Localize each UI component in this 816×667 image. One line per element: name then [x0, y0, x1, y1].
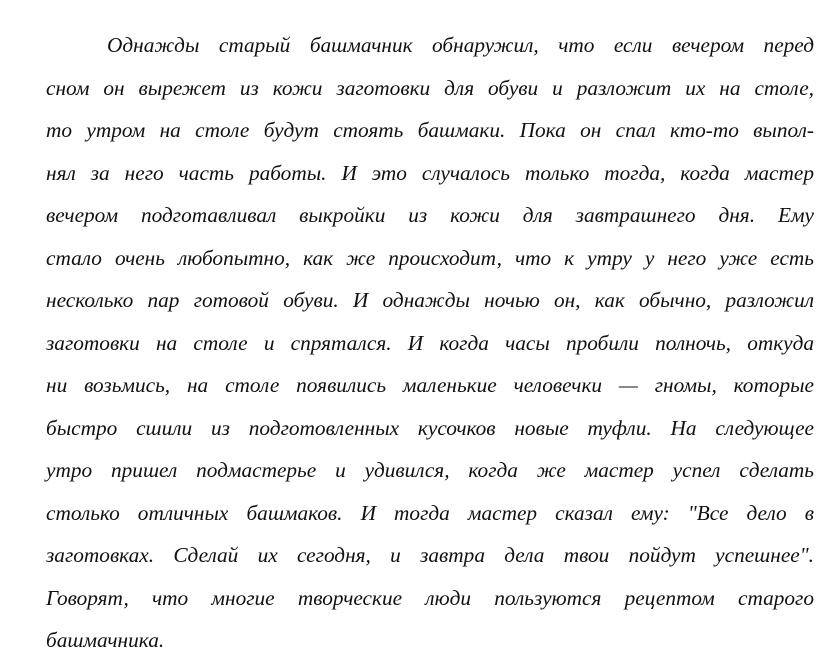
text-line-9: ни возьмись, на столе появились маленькие человечки — гномы, которые: [46, 373, 814, 397]
text-line-13: заготовках. Сделай их сегодня, и завтра дела твои пойдут успешнее".: [46, 543, 814, 567]
text-line-8: заготовки на столе и спрятался. И когда часы пробили полночь, откуда: [46, 330, 814, 355]
text-line-3: то утром на столе будут стоять башмаки. Пока он спал кто-то выпол-: [46, 118, 814, 142]
text-line-2: сном он вырежет из кожи заготовки для обуви и разложит их на столе,: [46, 75, 814, 100]
text-line-6: стало очень любопытно, как же происходит, что к утру у него уже есть: [46, 245, 814, 270]
text-line-12: столько отличных башмаков. И тогда мастер сказал ему: "Все дело в: [46, 500, 814, 525]
text-line-11: утро пришел подмастерье и удивился, когда же мастер успел сделать: [46, 458, 814, 482]
text-line-14: Говорят, что многие творческие люди пользуются рецептом старого: [46, 585, 814, 610]
text-line-15: башмачника.: [46, 628, 165, 652]
text-line-10: быстро сшили из подготовленных кусочков новые туфли. На следующее: [46, 415, 814, 440]
document-page: [46, 24, 814, 662]
text-line-4: нял за него часть работы. И это случалось только тогда, когда мастер: [46, 160, 814, 185]
text-line-5: вечером подготавливал выкройки из кожи для завтрашнего дня. Ему: [46, 203, 814, 227]
text-line-1: Однажды старый башмачник обнаружил, что если вечером перед: [107, 33, 814, 57]
text-line-7: несколько пар готовой обуви. И однажды ночью он, как обычно, разложил: [46, 288, 814, 312]
